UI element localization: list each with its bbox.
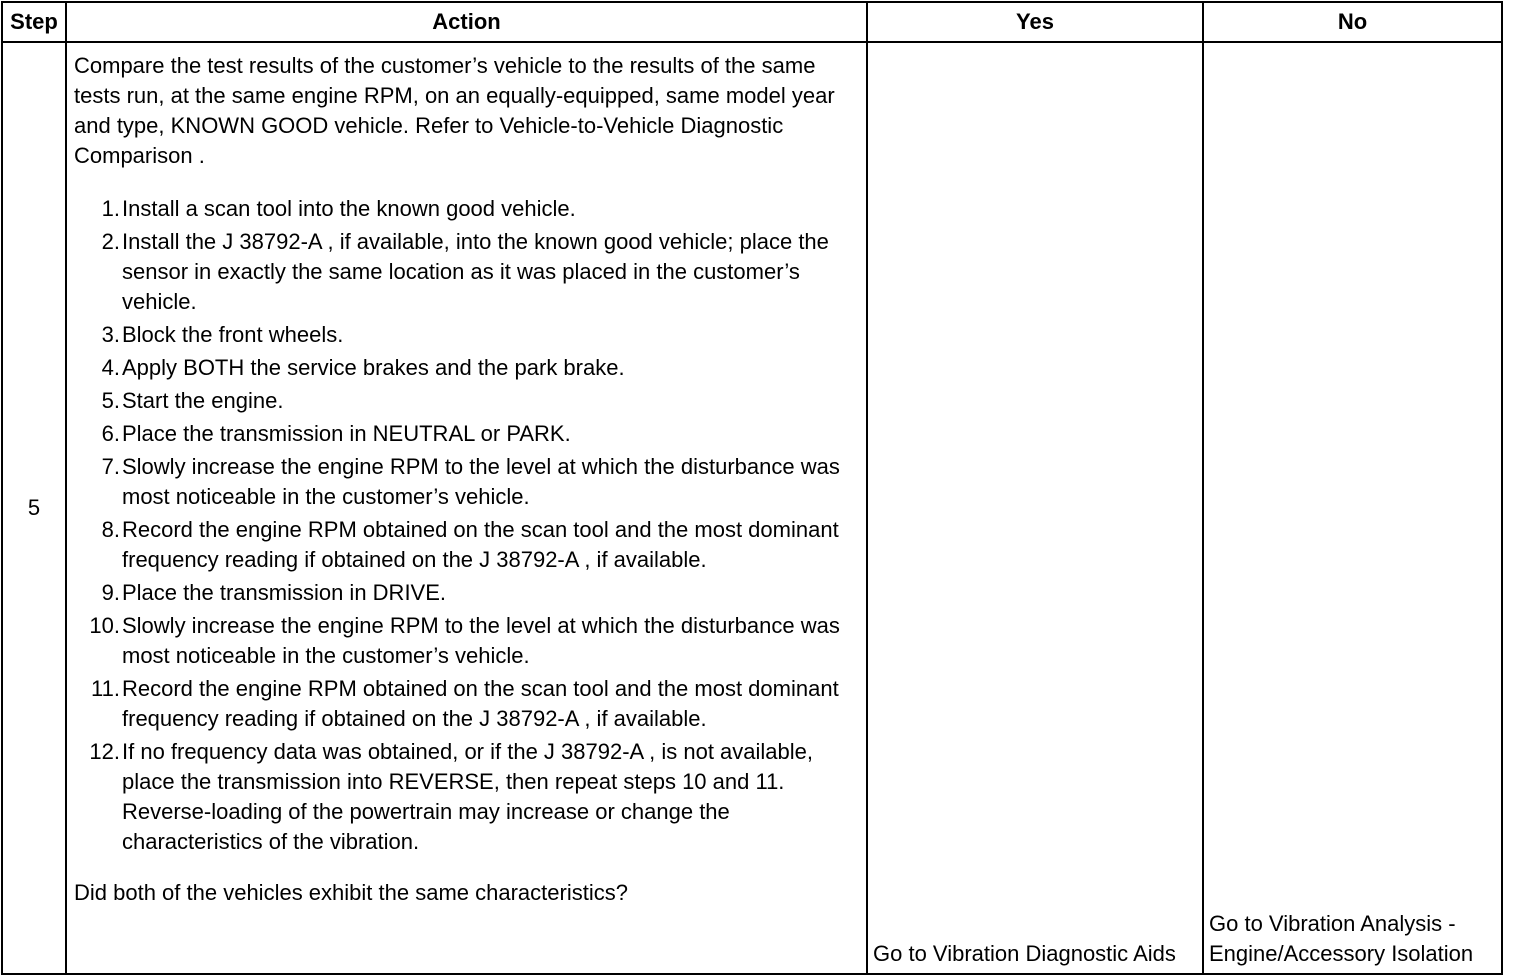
- step-number: 5: [2, 42, 66, 974]
- header-action: Action: [66, 2, 867, 42]
- list-item: 11. Record the engine RPM obtained on the scan tool and the most dominant frequency reading if obtained on the J 38792-A , if available.: [91, 676, 839, 731]
- list-item: 5. Start the engine.: [101, 388, 284, 413]
- list-item: 7. Slowly increase the engine RPM to the level at which the disturbance was most noticeable in the customer’s vehicle.: [101, 454, 840, 509]
- no-result: Go to Vibration Analysis - Engine/Accessory Isolation: [1203, 42, 1502, 974]
- list-item: 3. Block the front wheels.: [101, 322, 344, 347]
- list-item: 10. Slowly increase the engine RPM to the level at which the disturbance was most noticeable in the customer’s vehicle.: [89, 613, 840, 668]
- action-cell: [66, 42, 867, 974]
- header-no: No: [1203, 2, 1502, 42]
- list-item: 8. Record the engine RPM obtained on the scan tool and the most dominant frequency reading if obtained on the J 38792-A , if available.: [101, 517, 839, 572]
- list-item: 12. If no frequency data was obtained, or if the J 38792-A , is not available, place the transmission into REVERSE, then repeat steps 10 and 11. Reverse-loading of the powertrain may increase or change the characteristics of the vibration.: [89, 739, 813, 854]
- header-step: Step: [2, 2, 66, 42]
- list-item: 6. Place the transmission in NEUTRAL or PARK.: [101, 421, 571, 446]
- header-yes: Yes: [867, 2, 1203, 42]
- list-item: 1. Install a scan tool into the known good vehicle.: [101, 196, 576, 221]
- list-item: 9. Place the transmission in DRIVE.: [101, 580, 447, 605]
- action-question: Did both of the vehicles exhibit the same characteristics?: [74, 880, 628, 905]
- list-item: 2. Install the J 38792-A , if available, into the known good vehicle; place the sensor in exactly the same location as it was placed in the customer’s vehicle.: [101, 229, 829, 314]
- action-intro: Compare the test results of the customer’s vehicle to the results of the same tests run, at the same engine RPM, on an equally-equipped, same model year and type, KNOWN GOOD vehicle. Refer to Vehicle-to-Vehicle Diagnostic Comparison .: [74, 53, 835, 168]
- table-row: [2, 42, 1502, 974]
- header-row: [2, 2, 1502, 42]
- list-item: 4. Apply BOTH the service brakes and the park brake.: [101, 355, 625, 380]
- yes-result: Go to Vibration Diagnostic Aids: [867, 42, 1203, 974]
- action-steps-list: [74, 194, 860, 857]
- diagnostic-table: [1, 1, 1503, 975]
